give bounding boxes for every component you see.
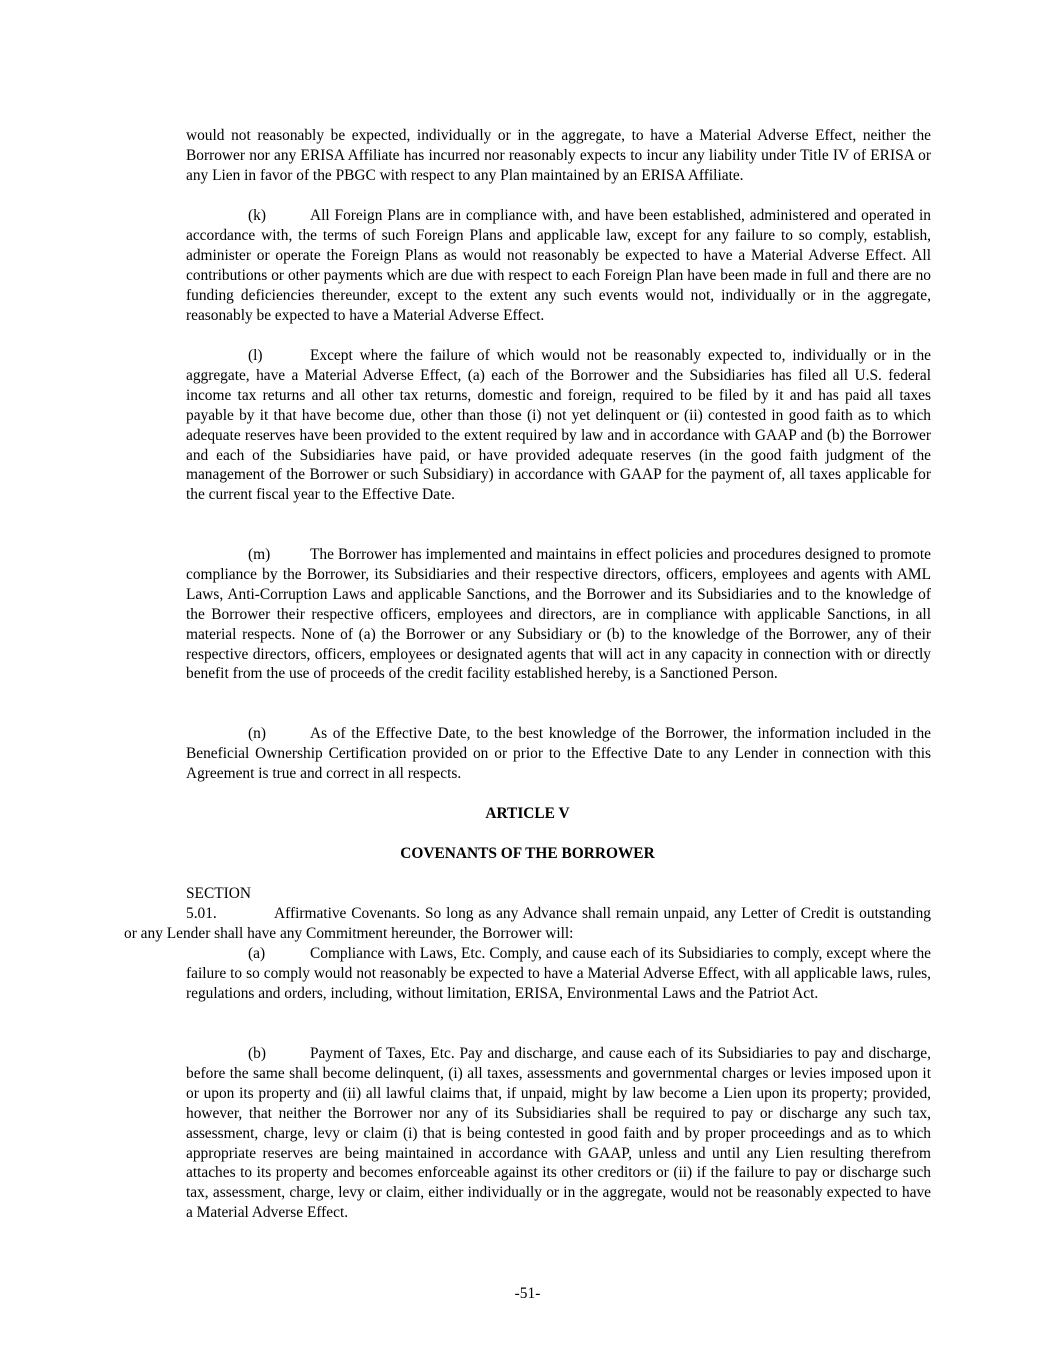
covenant-b-label: (b) (248, 1045, 266, 1062)
paragraph-l (186, 346, 931, 505)
article-title: COVENANTS OF THE BORROWER (400, 845, 655, 862)
section-5-01 (124, 884, 931, 944)
covenant-b-text: Payment of Taxes, Etc. Pay and discharge, and cause each of its Subsidiaries to pay and discharge, before the same shall become delinquent, (i) all taxes, assessments and governmental charges or levies imposed upon it or upon its property and (ii) all lawful claims that, if unpaid, might by law become a Lien upon its property; provided, however, that neither the Borrower nor any of its Subsidiaries shall be required to pay or discharge any such tax, assessment, charge, levy or claim (i) that is being contested in good faith and by proper proceedings and as to which appropriate reserves are being maintained in accordance with GAAP, unless and until any Lien resulting therefrom attaches to its property and becomes enforceable against its other creditors or (ii) if the failure to pay or discharge such tax, assessment, charge, levy or claim, either individually or in the aggregate, would not be reasonably expected to have a Material Adverse Effect. (186, 1045, 931, 1222)
paragraph-m (186, 545, 931, 684)
covenant-a-text: Compliance with Laws, Etc. Comply, and cause each of its Subsidiaries to comply, except where the failure to so comply would not reasonably be expected to have a Material Adverse Effect, with all applicable laws, rules, regulations and orders, including, without limitation, ERISA, Environmental Laws and the Patriot Act. (186, 945, 931, 1002)
paragraph-k (186, 206, 931, 325)
paragraph-k-text: All Foreign Plans are in compliance with, and have been established, administered and operated in accordance with, the terms of such Foreign Plans and applicable law, except for any failure to so comply, establish, administer or operate the Foreign Plans as would not reasonably be expected to have a Material Adverse Effect. All contributions or other payments which are due with respect to each Foreign Plan have been made in full and there are no funding deficiencies thereunder, except to the extent any such events would not, individually or in the aggregate, reasonably be expected to have a Material Adverse Effect. (186, 207, 931, 324)
paragraph-k-label: (k) (248, 207, 266, 224)
covenant-a (186, 944, 931, 1004)
paragraph-l-text: Except where the failure of which would not be reasonably expected to, individually or in the aggregate, have a Material Adverse Effect, (a) each of the Borrower and the Subsidiaries has filed all U.S. federal income tax returns and all other tax returns, domestic and foreign, required to be filed by it and has paid all taxes payable by it that have become due, other than those (i) not yet delinquent or (ii) contested in good faith as to which adequate reserves have been provided to the extent required by law and in accordance with GAAP and (b) the Borrower and each of the Subsidiaries have paid, or have provided adequate reserves (in the good faith judgment of the management of the Borrower or such Subsidiary) in accordance with GAAP for the payment of, all taxes applicable for the current fiscal year to the Effective Date. (186, 347, 931, 504)
paragraph-n-label: (n) (248, 725, 266, 742)
section-5-01-label: SECTION 5.01. (186, 885, 251, 922)
covenant-b (186, 1044, 931, 1223)
paragraph-n (186, 724, 931, 784)
page-number: -51- (514, 1285, 541, 1302)
paragraph-continuation-text: would not reasonably be expected, individually or in the aggregate, to have a Material Adverse Effect, neither the Borrower nor any ERISA Affiliate has incurred nor reasonably expects to incur any liability under Title IV of ERISA or any Lien in favor of the PBGC with respect to any Plan maintained by an ERISA Affiliate. (186, 127, 931, 184)
paragraph-l-label: (l) (248, 347, 263, 364)
article-number: ARTICLE V (485, 805, 570, 822)
paragraph-n-text: As of the Effective Date, to the best knowledge of the Borrower, the information included in the Beneficial Ownership Certification provided on or prior to the Effective Date to any Lender in connection with this Agreement is true and correct in all respects. (186, 725, 931, 782)
paragraph-m-text: The Borrower has implemented and maintains in effect policies and procedures designed to promote compliance by the Borrower, its Subsidiaries and their respective directors, officers, employees and agents with AML Laws, Anti-Corruption Laws and applicable Sanctions, and the Borrower and its Subsidiaries and to the knowledge of the Borrower their respective officers, employees and directors, are in compliance with applicable Sanctions, in all material respects. None of (a) the Borrower or any Subsidiary or (b) to the knowledge of the Borrower, any of their respective directors, officers, employees or designated agents that will act in any capacity in connection with or directly benefit from the use of proceeds of the credit facility established hereby, is a Sanctioned Person. (186, 546, 931, 683)
section-5-01-text: Affirmative Covenants. So long as any Advance shall remain unpaid, any Letter of Credit is outstanding or any Lender shall have any Commitment hereunder, the Borrower will: (124, 904, 931, 942)
paragraph-m-label: (m) (248, 546, 271, 563)
paragraph-continuation (186, 126, 931, 186)
covenant-a-label: (a) (248, 945, 266, 962)
